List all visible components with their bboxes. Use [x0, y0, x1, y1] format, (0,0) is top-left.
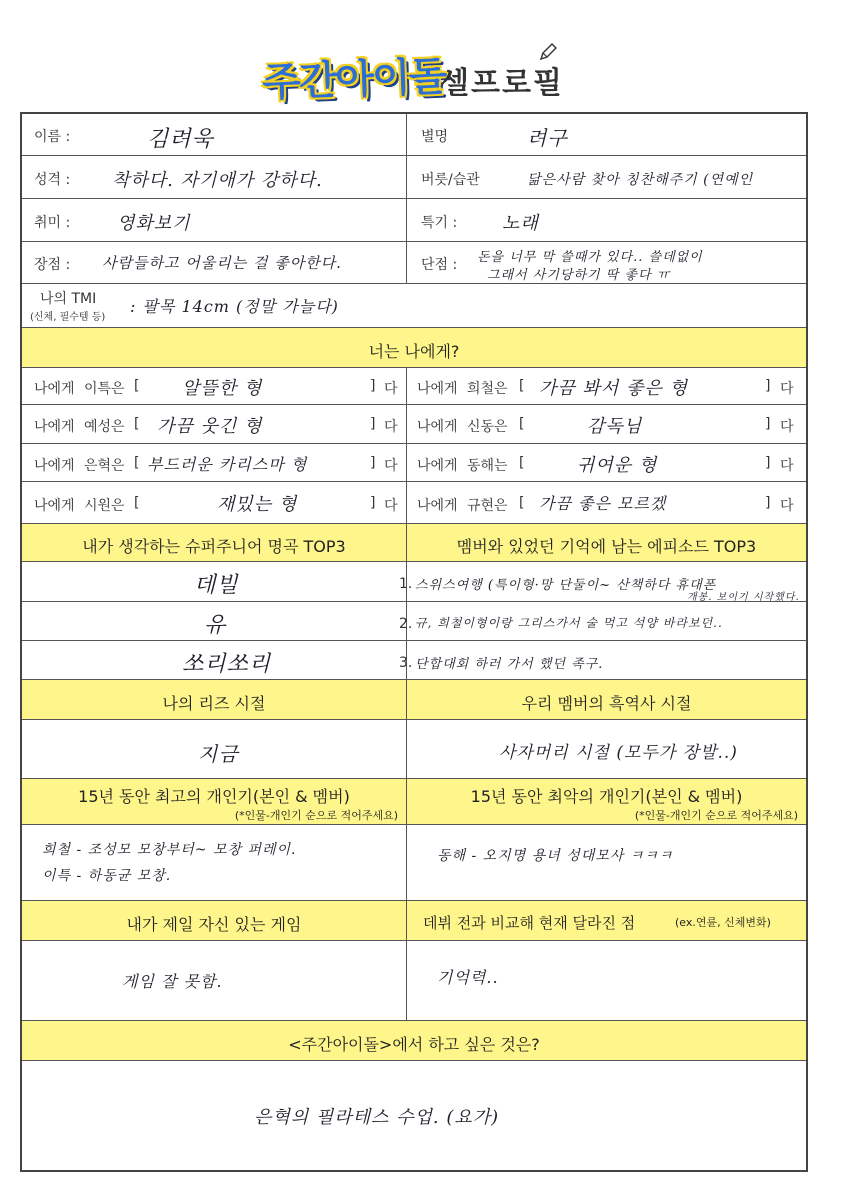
best-gag-line2: 이특 - 하동균 모창.: [42, 868, 172, 884]
weakness-label: 단점 :: [421, 257, 458, 273]
change-note: (ex.연륜, 신체변화): [675, 916, 771, 929]
to-me-prefix: 나에게: [34, 458, 75, 474]
close-bracket: ]: [765, 378, 771, 394]
you-to-me-row-2: [22, 405, 806, 444]
to-me-suffix: 다: [780, 458, 794, 474]
to-me-prefix: 나에게: [417, 419, 458, 435]
wish-title: <주간아이돌>에서 하고 싶은 것은?: [288, 1035, 540, 1054]
gag-body: [22, 825, 806, 901]
pencil-icon: [538, 42, 558, 62]
to-me-value: 가끔 좋은 모르겠: [539, 494, 667, 513]
to-me-member: 예성은: [84, 419, 125, 435]
to-me-suffix: 다: [780, 498, 794, 514]
name-row: [22, 114, 806, 156]
you-to-me-title: 너는 나에게?: [368, 342, 460, 361]
episode-1-num: 1.: [399, 576, 413, 592]
open-bracket: [: [519, 495, 525, 511]
to-me-suffix: 다: [384, 381, 398, 397]
hobby-value: 영화보기: [117, 213, 191, 234]
close-bracket: ]: [370, 455, 376, 471]
close-bracket: ]: [765, 455, 771, 471]
song-2: 유: [204, 613, 227, 638]
nickname-label: 별명: [421, 129, 449, 145]
era-header: [22, 680, 806, 720]
era-body: [22, 720, 806, 779]
tmi-value: : 팔목 14cm (정말 가늘다): [130, 297, 339, 316]
hobby-label: 취미 :: [34, 215, 71, 231]
name-label: 이름 :: [34, 129, 71, 145]
episode-1: 스위스여행 (특이형·망 단둘이~ 산책하다 휴대폰: [415, 578, 717, 593]
member-era-title: 우리 멤버의 흑역사 시절: [521, 694, 692, 713]
to-me-prefix: 나에게: [34, 498, 75, 514]
open-bracket: [: [134, 416, 140, 432]
to-me-value: 가끔 봐서 좋은 형: [539, 378, 688, 399]
best-gag-title: 15년 동안 최고의 개인기(본인 & 멤버): [78, 787, 350, 806]
open-bracket: [: [134, 495, 140, 511]
open-bracket: [: [134, 378, 140, 394]
to-me-suffix: 다: [384, 458, 398, 474]
habit-value: 닮은사람 찾아 칭찬해주기 (연예인: [527, 172, 754, 188]
to-me-member: 신동은: [467, 419, 508, 435]
open-bracket: [: [134, 455, 140, 471]
to-me-prefix: 나에게: [34, 381, 75, 397]
close-bracket: ]: [370, 495, 376, 511]
wish-header: [22, 1021, 806, 1061]
tmi-label: 나의 TMI: [40, 291, 97, 307]
to-me-value: 재밌는 형: [217, 494, 298, 515]
you-to-me-row-3: [22, 444, 806, 482]
personality-label: 성격 :: [34, 172, 71, 188]
songs-top3-title: 내가 생각하는 슈퍼주니어 명곡 TOP3: [82, 537, 346, 556]
hobby-row: [22, 199, 806, 242]
worst-gag-title: 15년 동안 최악의 개인기(본인 & 멤버): [470, 787, 743, 806]
best-gag-line1: 희철 - 조성모 모창부터~ 모창 퍼레이.: [42, 842, 297, 858]
to-me-value: 알뜰한 형: [182, 378, 263, 399]
episodes-top3-title: 멤버와 있었던 기억에 남는 에피소드 TOP3: [456, 537, 757, 556]
to-me-suffix: 다: [780, 419, 794, 435]
you-to-me-row-4: [22, 482, 806, 524]
page-title: 셀프로필: [440, 66, 564, 101]
to-me-value: 가끔 웃긴 형: [157, 416, 263, 437]
my-era-value: 지금: [198, 742, 239, 766]
top3-header: [22, 524, 806, 562]
talent-label: 특기 :: [421, 215, 458, 231]
to-me-member: 동해는: [467, 458, 508, 474]
to-me-member: 시원은: [84, 498, 125, 514]
wish-body: [22, 1061, 806, 1172]
episode-2: 규, 희철이형이랑 그리스가서 술 먹고 석양 바라보던..: [415, 616, 723, 630]
episode-2-num: 2.: [399, 616, 413, 632]
close-bracket: ]: [370, 378, 376, 394]
song-3: 쏘리쏘리: [182, 652, 272, 677]
to-me-prefix: 나에게: [34, 419, 75, 435]
open-bracket: [: [519, 455, 525, 471]
game-value: 게임 잘 못함.: [122, 972, 223, 991]
to-me-prefix: 나에게: [417, 381, 458, 397]
episode-3: 단합대회 하러 가서 했던 족구.: [415, 657, 604, 672]
weakness-line2: 그래서 사기당하기 딱 좋다 ㅠ: [487, 268, 671, 283]
close-bracket: ]: [370, 416, 376, 432]
row-divider: [407, 640, 807, 641]
to-me-suffix: 다: [384, 419, 398, 435]
close-bracket: ]: [765, 416, 771, 432]
to-me-member: 이특은: [84, 381, 125, 397]
best-gag-note: (*인물-개인기 순으로 적어주세요): [234, 809, 398, 822]
song-1: 데빌: [194, 573, 239, 598]
strength-label: 장점 :: [34, 257, 71, 273]
open-bracket: [: [519, 416, 525, 432]
page-header: [0, 30, 849, 110]
tmi-sub: (신체, 필수템 등): [30, 312, 106, 323]
wish-value: 은혁의 필라테스 수업. (요가): [254, 1107, 500, 1128]
my-era-title: 나의 리즈 시절: [162, 694, 266, 713]
worst-gag-line1: 동해 - 오지명 용녀 성대모사 ㅋㅋㅋ: [437, 848, 674, 864]
gag-header: [22, 779, 806, 825]
to-me-value: 부드러운 카리스마 형: [147, 455, 308, 474]
top3-body: [22, 562, 806, 680]
row-divider: [22, 640, 406, 641]
habit-label: 버릇/습관: [421, 172, 480, 188]
personality-row: [22, 156, 806, 199]
worst-gag-note: (*인물-개인기 순으로 적어주세요): [634, 809, 798, 822]
change-value: 기억력..: [437, 968, 499, 987]
game-title: 내가 제일 자신 있는 게임: [126, 915, 302, 934]
to-me-member: 희철은: [467, 381, 508, 397]
change-title: 데뷔 전과 비교해 현재 달라진 점: [423, 914, 636, 932]
to-me-suffix: 다: [780, 381, 794, 397]
to-me-value: 감독님: [587, 416, 643, 437]
name-value: 김려욱: [147, 127, 214, 152]
game-header: [22, 901, 806, 941]
row-divider: [22, 601, 406, 602]
to-me-suffix: 다: [384, 498, 398, 514]
to-me-member: 은혁은: [84, 458, 125, 474]
to-me-prefix: 나에게: [417, 498, 458, 514]
profile-sheet: [20, 112, 808, 1172]
to-me-value: 귀여운 형: [577, 455, 658, 476]
talent-value: 노래: [502, 213, 539, 234]
show-logo: 주간아이돌: [261, 53, 447, 107]
episode-3-num: 3.: [399, 655, 413, 671]
to-me-prefix: 나에게: [417, 458, 458, 474]
you-to-me-header: [22, 328, 806, 368]
you-to-me-row-1: [22, 368, 806, 405]
close-bracket: ]: [765, 495, 771, 511]
tmi-row: [22, 284, 806, 328]
member-era-value: 사자머리 시절 (모두가 장발..): [499, 743, 738, 763]
strength-value: 사람들하고 어울리는 걸 좋아한다.: [102, 254, 342, 272]
strength-row: [22, 242, 806, 284]
episode-1-cont: 개봉. 보이기 시작했다.: [687, 592, 800, 603]
nickname-value: 려구: [527, 126, 568, 150]
open-bracket: [: [519, 378, 525, 394]
personality-value: 착하다. 자기애가 강하다.: [112, 170, 323, 191]
weakness-line1: 돈을 너무 막 쓸때가 있다.. 쓸데없이: [477, 250, 703, 265]
to-me-member: 규현은: [467, 498, 508, 514]
game-body: [22, 941, 806, 1021]
